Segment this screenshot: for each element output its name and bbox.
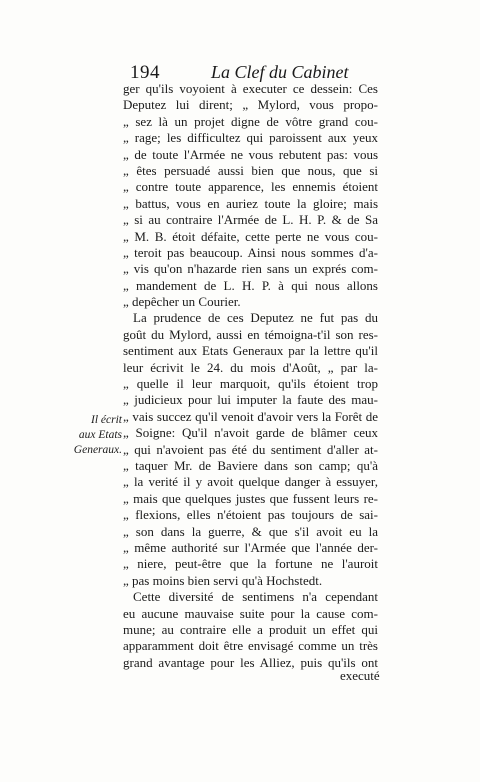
text-line: apparamment doit être envisagé comme un très [123, 638, 378, 654]
text-line: „ vis qu'on n'hazarde rien sans un exprés com- [123, 261, 378, 277]
text-line: „ depêcher un Courier. [123, 294, 241, 310]
margin-note [52, 413, 122, 458]
text-line: „ taquer Mr. de Baviere dans son camp; qu'à [123, 457, 378, 473]
text-line: „ sez là un projet digne de vôtre grand cou- [123, 113, 378, 129]
text-line: „ êtes persuadé aussi bien que nous, que si [123, 162, 378, 178]
text-line: „ mandement de L. H. P. à qui nous allons [123, 277, 378, 293]
text-line: „ son dans la guerre, & que s'il avoit eu la [123, 523, 378, 539]
text-line: sentiment aux Etats Generaux par la lettre qu'il [123, 343, 378, 359]
text-line: goût du Mylord, aussi en témoigna-t'il son res- [123, 326, 378, 342]
text-line: grand avantage pour les Alliez, puis qu'ils ont [123, 654, 378, 670]
text-line: „ contre toute apparence, les ennemis étoient [123, 179, 378, 195]
text-line: „ flexions, elles n'étoient pas toujours de sai- [123, 507, 378, 523]
text-line: leur écrivit le 24. du mois d'Août, „ par la- [123, 359, 378, 375]
text-line: „ pas moins bien servi qu'à Hochstedt. [123, 572, 323, 588]
text-line: Cette diversité de sentimens n'a cependant [133, 589, 378, 605]
body-text [123, 81, 378, 671]
text-line: eu aucune mauvaise suite pour la cause com- [123, 605, 378, 621]
text-line: „ vais succez qu'il venoit d'avoir vers la Forêt de [123, 408, 378, 424]
text-line: ger qu'ils voyoient à executer ce dessein: Ces [123, 81, 378, 96]
text-line: Deputez lui dirent; „ Mylord, vous propo- [123, 97, 378, 113]
text-line: „ de toute l'Armée ne vous rebutent pas: vous [123, 146, 378, 162]
running-title: La Clef du Cabinet [211, 62, 349, 82]
text-line: „ si au contraire l'Armée de L. H. P. & de Sa [123, 212, 378, 228]
text-line: „ rage; les difficultez qui paroissent aux yeux [123, 130, 378, 146]
margin-note-line: Il écrit [91, 414, 122, 426]
text-line: „ M. B. étoit défaite, cette perte ne vous cou- [123, 228, 378, 244]
margin-note-line: aux Etats [78, 429, 122, 441]
text-line: „ niere, peut-être que la fortune ne l'auroit [123, 556, 378, 572]
text-line: „ mais que quelques justes que fussent leurs re- [123, 490, 378, 506]
text-line: mune; au contraire elle a produit un effet qui [123, 621, 378, 637]
text-line: „ la verité il y avoit quelque danger à essuyer, [123, 474, 378, 490]
text-line: „ Soigne: Qu'il n'avoit garde de blâmer ceux [123, 425, 378, 441]
text-line: „ qui n'avoient pas été du sentiment d'aller at- [123, 441, 378, 457]
text-line: La prudence de ces Deputez ne fut pas du [133, 310, 378, 326]
margin-note-line: Generaux. [73, 444, 122, 456]
page-number: 194 [130, 62, 160, 83]
text-line: „ battus, vous en auriez toute la gloire; mais [123, 195, 378, 211]
catchword: executé [340, 668, 380, 683]
text-line: „ quelle il leur marquoit, qu'ils étoient trop [123, 376, 378, 392]
text-line: „ même authorité sur l'Armée que l'année der- [123, 539, 378, 555]
text-line: „ teroit pas beaucoup. Ainsi nous sommes d'a- [123, 244, 378, 260]
text-line: „ judicieux pour lui imputer la faute des mau- [123, 392, 378, 408]
